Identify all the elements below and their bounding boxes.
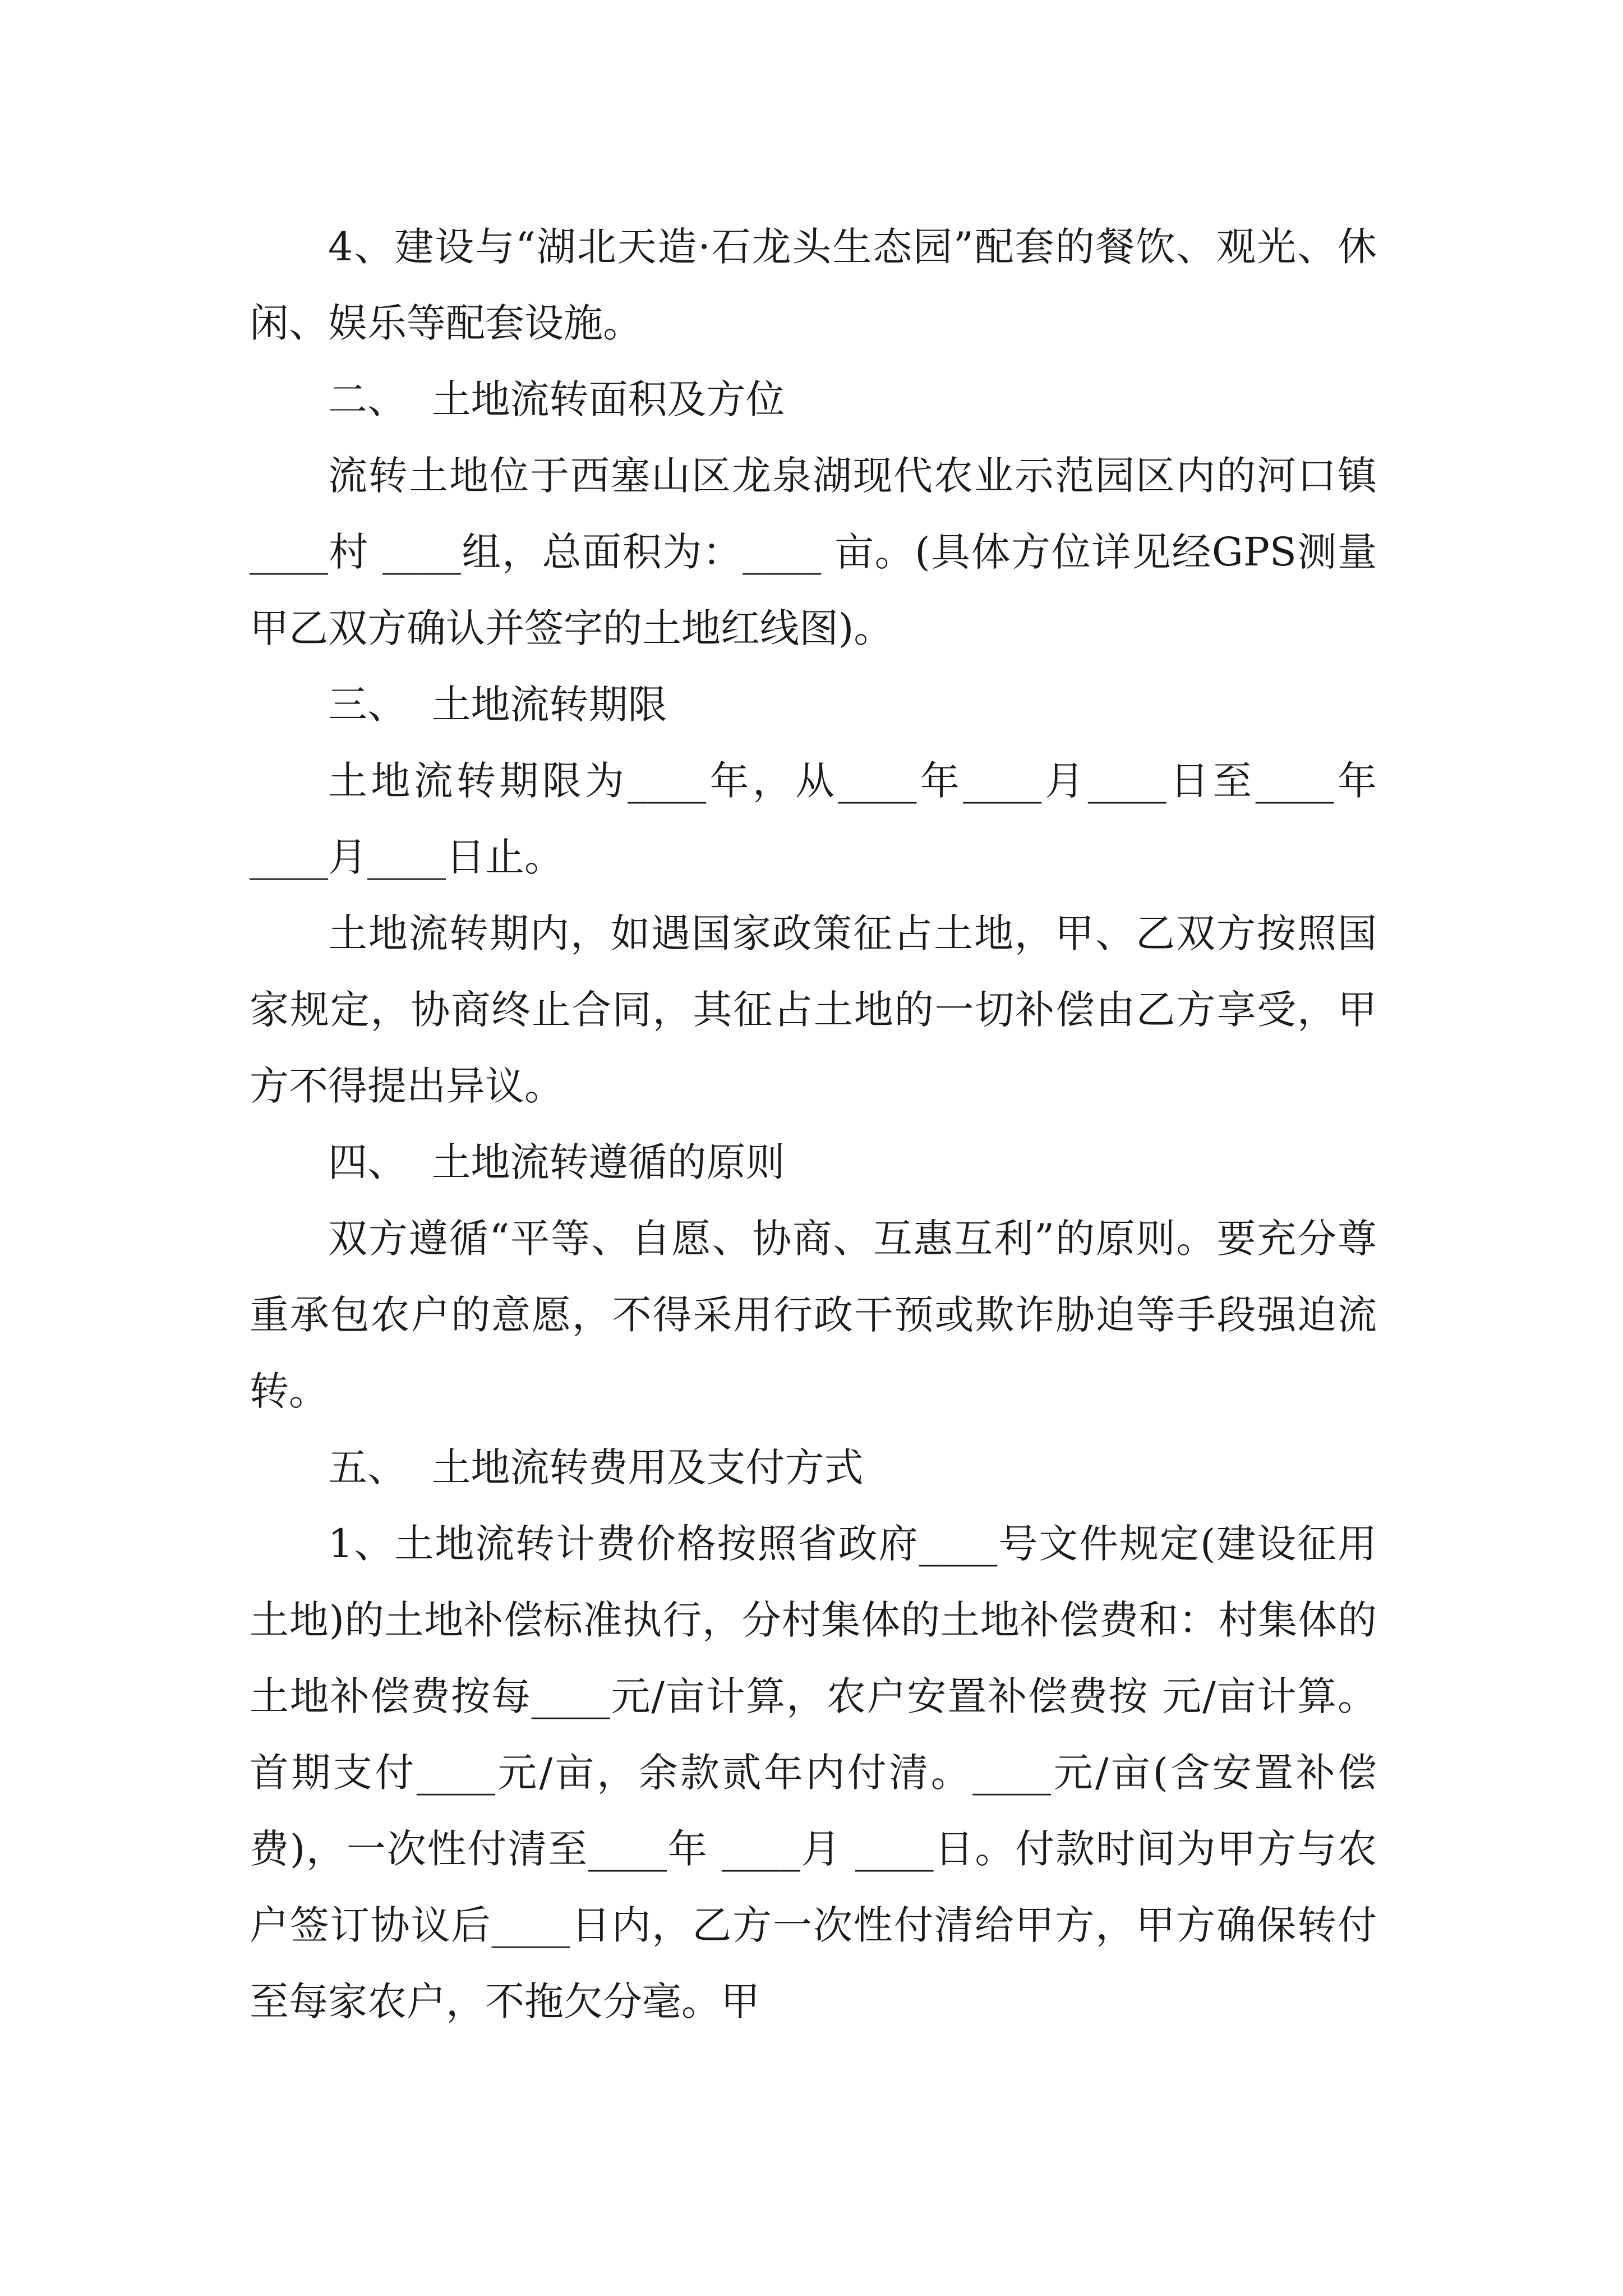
paragraph-land-location: 流转土地位于西塞山区龙泉湖现代农业示范园区内的河口镇____村 ____组，总面积为：____ 亩。(具体方位详见经GPS测量甲乙双方确认并签字的土地红线图)。 <box>250 453 1377 651</box>
paragraph-facilities: 4、建设与“湖北天造·石龙头生态园”配套的餐饮、观光、休闲、娱乐等配套设施。 <box>250 224 1377 346</box>
section-heading-area-location: 二、 土地流转面积及方位 <box>328 376 785 422</box>
paragraph-term-policy: 土地流转期内，如遇国家政策征占土地，甲、乙双方按照国家规定，协商终止合同，其征占土地的一切补偿由乙方享受，甲方不得提出异议。 <box>250 910 1377 1109</box>
paragraph-fees: 1、土地流转计费价格按照省政府____号文件规定(建设征用土地)的土地补偿标准执行，分村集体的土地补偿费和：村集体的土地补偿费按每____元/亩计算，农户安置补偿费按 元/亩计算。首期支付____元/亩，余款贰年内付清。____元/亩(含安置补偿费)，一次性付清至____年 ____月 ____日。付款时间为甲方与农户签订协议后____日内，乙方一次性付清给甲方，甲方确保转付至每家农户，不拖欠分毫。甲 <box>250 1521 1377 2024</box>
paragraph-term-period: 土地流转期限为____年，从____年____月____日至____年____月____日止。 <box>250 758 1377 880</box>
document-body <box>250 209 1377 2040</box>
paragraph-principles: 双方遵循“平等、自愿、协商、互惠互利”的原则。要充分尊重承包农户的意愿，不得采用行政干预或欺诈胁迫等手段强迫流转。 <box>250 1216 1377 1414</box>
section-heading-fees-payment: 五、 土地流转费用及支付方式 <box>328 1444 864 1490</box>
section-heading-term: 三、 土地流转期限 <box>328 682 667 728</box>
section-heading-principles: 四、 土地流转遵循的原则 <box>328 1139 785 1185</box>
